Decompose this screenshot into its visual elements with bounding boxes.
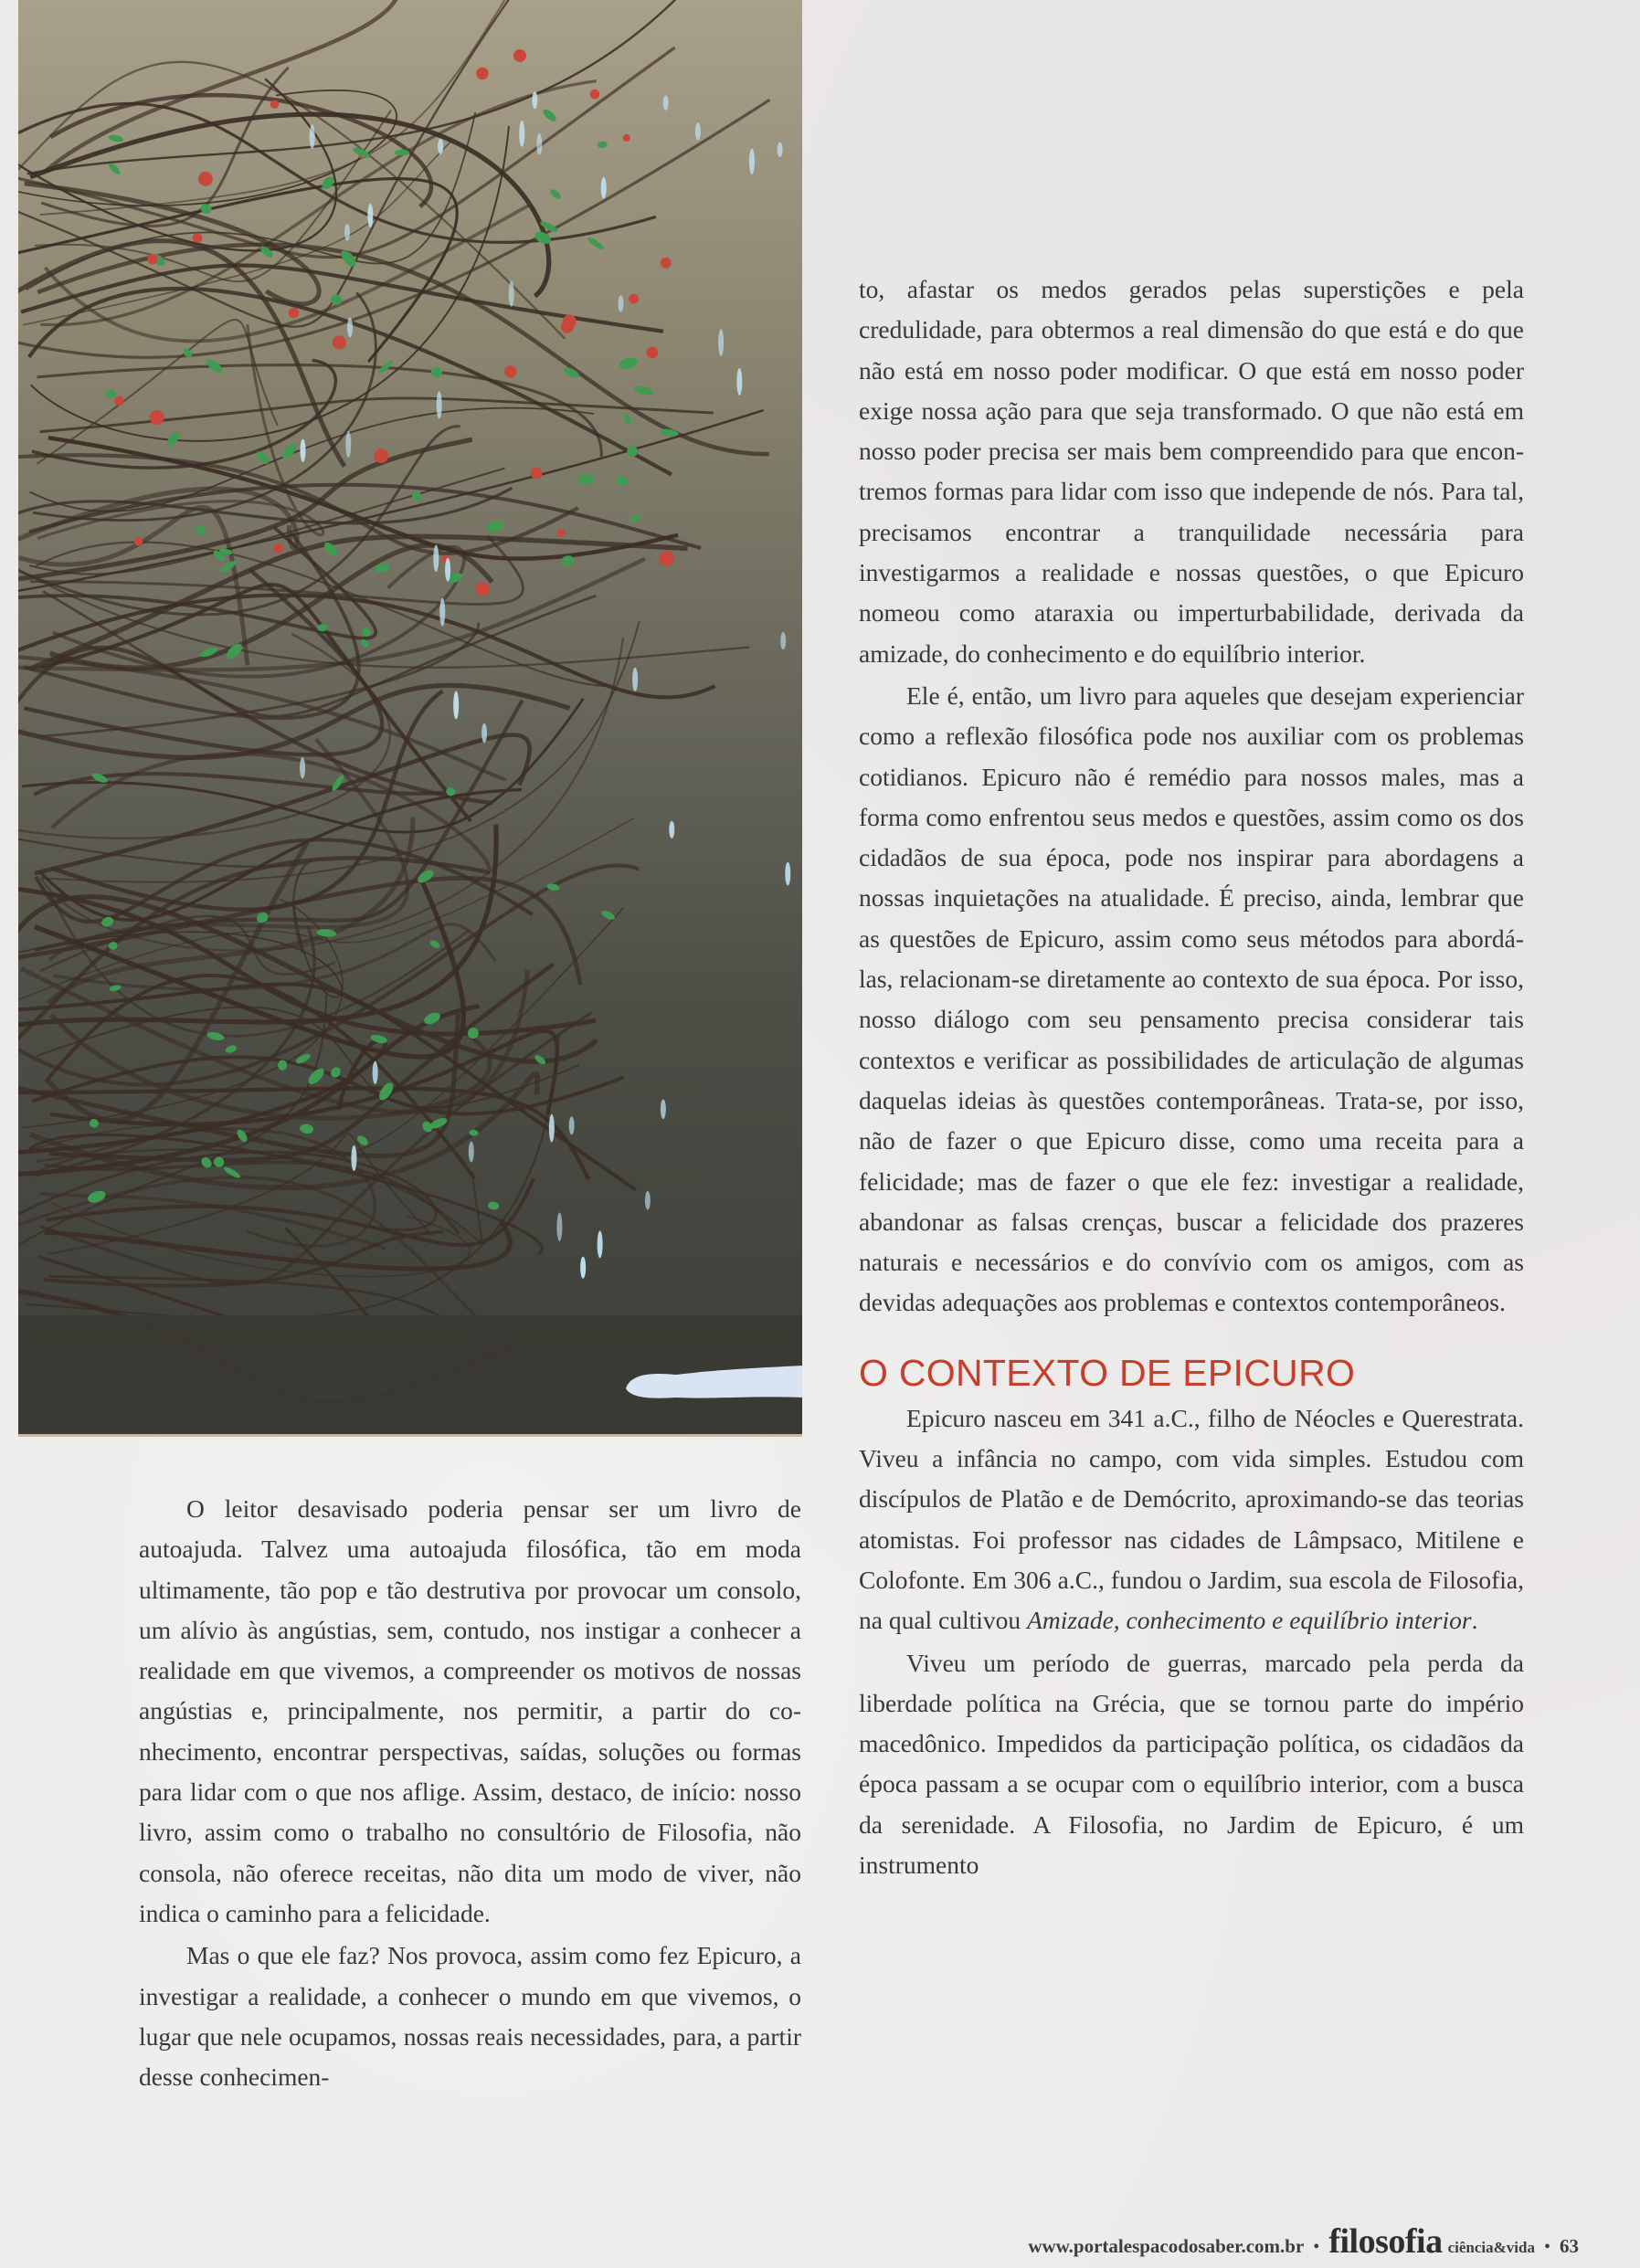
- raindrop: [439, 598, 445, 627]
- leaf: [485, 520, 505, 533]
- raindrop: [661, 1099, 666, 1119]
- raindrop: [373, 1061, 378, 1084]
- raindrop: [601, 177, 607, 199]
- branch: [18, 685, 570, 757]
- raindrop: [645, 1191, 651, 1210]
- leaf: [619, 356, 639, 371]
- branch: [24, 533, 359, 719]
- italic-emphasis: Amizade, conhecimento e equilíbrio interior: [1027, 1606, 1472, 1635]
- berry: [198, 172, 213, 186]
- leaf: [199, 203, 212, 215]
- leaf: [107, 162, 122, 176]
- raindrop: [344, 224, 350, 240]
- berry: [476, 68, 488, 79]
- berry: [557, 529, 566, 537]
- paragraph: O leitor desavisado poderia pensar ser um livro de autoajuda. Talvez uma autoajuda filosófica, tão em moda ultimamente, tão pop e tão destrutiva por provocar um consolo, um alívio às angústias, sem, contudo, nos instigar a conhecer a realidade em que vivemos, a compreender os motivos de nossas angústias e, principalmente, nos permitir, a partir do conhecimento, encontrar perspectivas, saídas, soluções ou formas para lidar com o que nos aflige. Assim, destaco, de início: nosso livro, assim como o trabalho no consultório de Filosofia, não consola, não oferece receitas, não dita um modo de viver, não indica o caminho para a felicidade.: [139, 1494, 801, 1927]
- raindrop: [519, 121, 524, 147]
- leaf: [549, 187, 563, 200]
- raindrop: [736, 368, 742, 396]
- raindrop: [481, 723, 487, 743]
- berry: [475, 582, 489, 596]
- branch: [27, 0, 714, 174]
- raindrop: [549, 1114, 555, 1143]
- raindrop: [580, 1257, 586, 1279]
- leaf: [629, 512, 641, 524]
- left-column: [139, 1489, 801, 2097]
- berry: [646, 347, 658, 359]
- berry: [270, 100, 279, 108]
- leaf: [430, 366, 442, 377]
- branch: [46, 0, 400, 171]
- section-heading: O CONTEXTO DE EPICURO: [859, 1351, 1356, 1394]
- leaf: [225, 1044, 238, 1054]
- branch: [30, 536, 688, 669]
- branch: [40, 398, 714, 432]
- raindrop: [301, 439, 306, 462]
- berry: [134, 537, 143, 545]
- leaf: [487, 1201, 499, 1210]
- raindrop: [536, 133, 542, 155]
- raindrop: [569, 1116, 575, 1134]
- raindrop: [509, 281, 514, 307]
- raindrop: [453, 691, 459, 719]
- leaf: [106, 389, 117, 398]
- berry: [629, 294, 639, 304]
- raindrop: [345, 431, 351, 458]
- berry: [661, 258, 672, 269]
- raindrop: [663, 95, 669, 110]
- raindrop: [445, 558, 450, 582]
- raindrop: [632, 668, 638, 691]
- paragraph-text: Epicuro nasceu em 341 a.C., filho de Néocles e Querestrata. Viveu a infância no campo, com vida simples. Estudou com discípulos de Platão e de Demócrito, aproximando-se das teorias atomistas. Foi professor nas cidades de Lâmpsaco, Mitilene e Colofonte. Em 306 a.C., fundou o Jardim, sua escola de Filosofia, na qual cultivou: [859, 1403, 1524, 1635]
- berry: [147, 254, 158, 265]
- leaf: [165, 429, 183, 448]
- paragraph: Ele é, então, um livro para aqueles que desejam experienciar como a reflexão filosófica pode nos auxiliar com os problemas cotidianos. Epicuro não é remédio para nossos males, mas a forma como enfrentou seus medos e questões, assim como os dos cidadãos de sua época, pode nos inspirar para abordagens a nossas inquietações na atualidade. É preciso, ainda, lembrar que as questões de Epicuro, assim como seus métodos para abordá-las, relacionam-se diretamente ao contexto de sua época. Por isso, nosso diálogo com seu pensamento precisa considerar tais contextos e verificar as possibilidades de articulação de algumas daquelas ideias às questões contemporâneas. Trata-se, por isso, não de fazer o que Epicuro disse, como uma receita para a felicidade; mas de fazer o que ele fez: investigar a realidade, abandonar as falsas crenças, buscar a felicidade dos prazeres naturais e necessários e do convívio com os amigos, com as devidas adequações aos problemas e contextos contemporâneos.: [859, 680, 1524, 1317]
- berry: [193, 233, 203, 243]
- berry: [150, 410, 164, 425]
- footer-separator: •: [1313, 2237, 1320, 2257]
- raindrop: [556, 1213, 562, 1242]
- leaf: [108, 134, 123, 143]
- paragraph: Mas o que ele faz? Nos provoca, assim como fez Epicuro, a investigar a realidade, a conhecer o mundo em que vivemos, o lugar que nele ocupamos, nossas reais necessidades, para, a partir desse conhecimen-: [139, 1941, 801, 2092]
- paragraph: to, afastar os medos gerados pelas superstições e pela credulidade, para obtermos a real dimensão do que está e do que não está em nosso poder modificar. O que está em nosso poder exige nossa ação para que seja transformado. O que não está em nosso poder precisa ser mais bem compreendido para que encontremos formas para lidar com isso que independe de nós. Para tal, precisamos encontrar a tranquilidade necessária para investigarmos a realidade e nossas questões, o que Epicuro nomeou como ataraxia ou imperturbabilidade, derivada da amizade, do conhecimento e do equilíbrio interior.: [859, 275, 1524, 668]
- raindrop: [669, 821, 674, 839]
- berry: [374, 448, 388, 463]
- leaf: [395, 150, 409, 156]
- tree-in-rain-icon: [18, 0, 802, 1434]
- magazine-logo: filosofia: [1328, 2222, 1443, 2261]
- raindrop: [347, 317, 353, 337]
- raindrop: [310, 124, 315, 149]
- berry: [504, 365, 516, 377]
- right-column: [859, 269, 1524, 1885]
- raindrop: [749, 149, 755, 174]
- raindrop: [780, 632, 786, 649]
- page-number: 63: [1560, 2235, 1579, 2257]
- raindrop: [619, 295, 624, 311]
- leaf: [577, 474, 594, 485]
- leaf: [615, 473, 630, 488]
- page-footer: [875, 2221, 1579, 2262]
- raindrop: [532, 91, 537, 109]
- raindrop: [433, 544, 439, 572]
- berry: [273, 543, 283, 554]
- tree-illustration: [18, 0, 802, 1437]
- footer-url-link[interactable]: www.portalespacodosaber.com.br: [1028, 2235, 1305, 2257]
- magazine-subtitle: ciência&vida: [1447, 2239, 1535, 2256]
- berry: [289, 308, 299, 318]
- raindrop: [469, 1142, 474, 1163]
- leaf: [429, 939, 440, 950]
- berry: [531, 468, 543, 480]
- berry: [563, 314, 577, 328]
- berry: [590, 90, 600, 100]
- berry: [660, 551, 674, 565]
- raindrop: [598, 1230, 603, 1258]
- leaf: [541, 108, 557, 123]
- branch: [23, 141, 452, 325]
- leaf: [206, 1030, 226, 1041]
- paragraph-end: .: [1471, 1606, 1478, 1635]
- berry: [513, 49, 526, 62]
- leaf: [597, 141, 608, 148]
- raindrop: [438, 139, 443, 154]
- leaf: [410, 490, 423, 503]
- raindrop: [300, 757, 305, 779]
- leaf: [634, 385, 654, 396]
- paragraph: Viveu um período de guerras, marcado pela perda da liberdade política na Grécia, que se tornou parte do império macedônico. Impedidos da participação política, os cidadãos da época passam a se ocupar com o equilíbrio interior, com a busca da serenidade. A Filosofia, no Jardim de Epicuro, é um instrumento: [859, 1648, 1524, 1879]
- leaf: [194, 522, 207, 536]
- footer-separator: •: [1543, 2237, 1550, 2257]
- raindrop: [695, 122, 701, 140]
- leaf: [622, 414, 633, 426]
- raindrop: [778, 142, 783, 157]
- paragraph: [859, 1398, 1524, 1641]
- raindrop: [437, 391, 442, 418]
- branch: [43, 591, 596, 716]
- raindrop: [367, 204, 373, 227]
- berry: [623, 134, 630, 142]
- raindrop: [351, 1145, 356, 1171]
- raindrop: [785, 862, 790, 886]
- berry: [114, 396, 124, 406]
- raindrop: [718, 329, 724, 356]
- leaf: [587, 236, 606, 251]
- leaf: [299, 1123, 313, 1134]
- berry: [333, 335, 346, 349]
